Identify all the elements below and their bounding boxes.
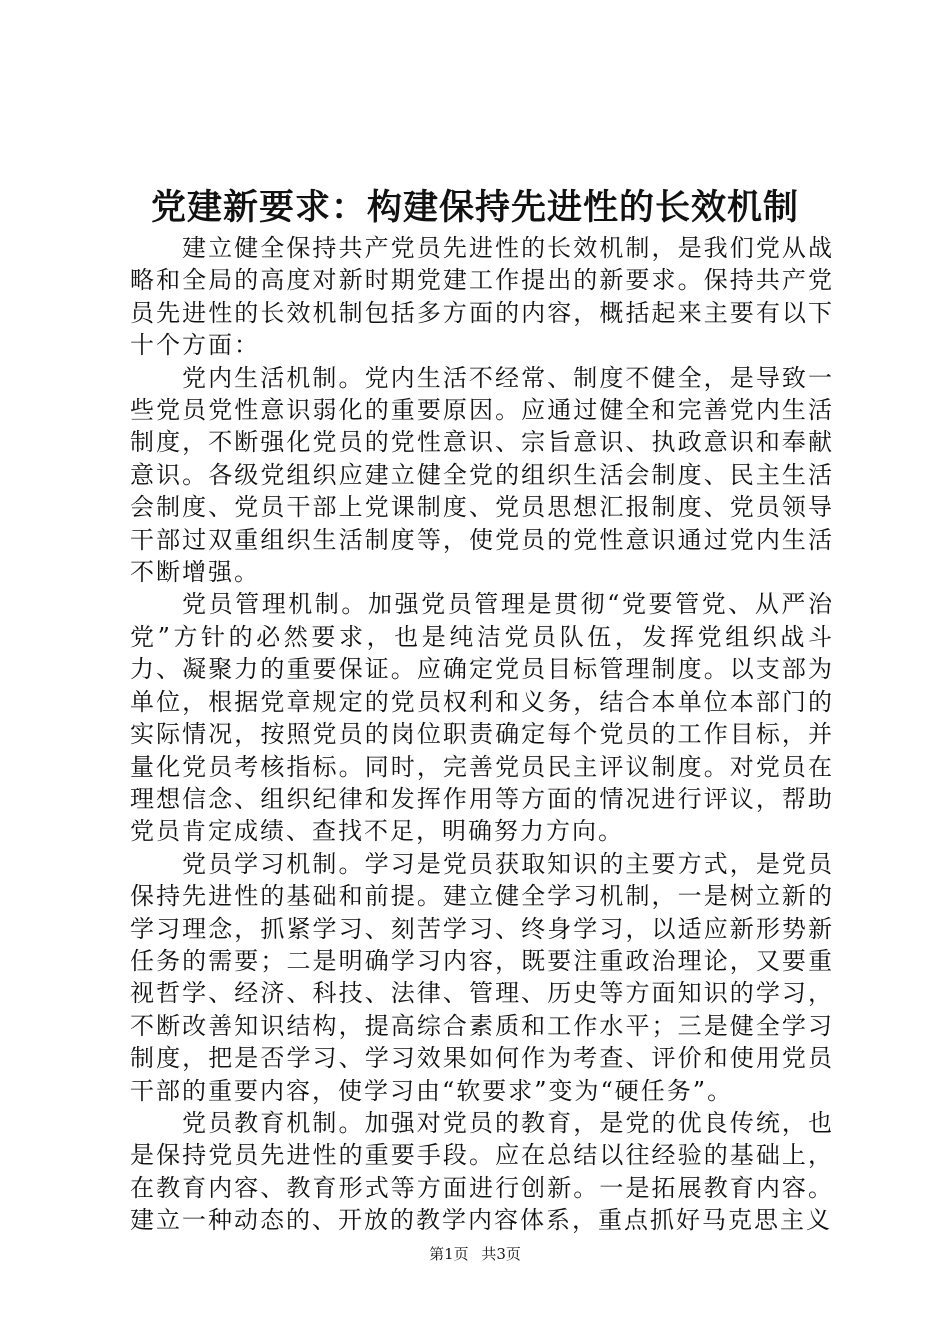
paragraph-party-life: 党内生活机制。党内生活不经常、制度不健全，是导致一些党员党性意识弱化的重要原因。应通过健全和完善党内生活制度，不断强化党员的党性意识、宗旨意识、执政意识和奉献意识。各级党组织应建立健全党的组织生活会制度、民主生活会制度、党员干部上党课制度、党员思想汇报制度、党员领导干部过双重组织生活制度等，使党员的党性意识通过党内生活不断增强。 — [130, 363, 834, 587]
paragraph-member-learning: 党员学习机制。学习是党员获取知识的主要方式，是党员保持先进性的基础和前提。建立健全学习机制，一是树立新的学习理念，抓紧学习、刻苦学习、终身学习，以适应新形势新任务的需要；二是明确学习内容，既要注重政治理论，又要重视哲学、经济、科技、法律、管理、历史等方面知识的学习，不断改善知识结构，提高综合素质和工作水平；三是健全学习制度，把是否学习、学习效果如何作为考查、评价和使用党员干部的重要内容，使学习由“软要求”变为“硬任务”。 — [130, 849, 834, 1105]
paragraph-member-education: 党员教育机制。加强对党员的教育，是党的优良传统，也是保持党员先进性的重要手段。应在总结以往经验的基础上，在教育内容、教育形式等方面进行创新。一是拓展教育内容。建立一种动态的、开放的教学内容体系，重点抓好马克思主义 — [130, 1108, 834, 1235]
document-body — [130, 232, 834, 1237]
page-footer — [0, 1244, 950, 1264]
page-total: 共3页 — [481, 1245, 521, 1263]
paragraph-member-management: 党员管理机制。加强党员管理是贯彻“党要管党、从严治党”方针的必然要求，也是纯洁党员队伍，发挥党组织战斗力、凝聚力的重要保证。应确定党员目标管理制度。以支部为单位，根据党章规定的党员权利和义务，结合本单位本部门的实际情况，按照党员的岗位职责确定每个党员的工作目标，并量化党员考核指标。同时，完善党员民主评议制度。对党员在理想信念、组织纪律和发挥作用等方面的情况进行评议，帮助党员肯定成绩、查找不足，明确努力方向。 — [130, 590, 834, 846]
paragraph-intro: 建立健全保持共产党员先进性的长效机制，是我们党从战略和全局的高度对新时期党建工作提出的新要求。保持共产党员先进性的长效机制包括多方面的内容，概括起来主要有以下十个方面： — [130, 234, 834, 360]
page-number: 第1页 — [429, 1245, 469, 1263]
document-title: 党建新要求：构建保持先进性的长效机制 — [150, 188, 799, 228]
